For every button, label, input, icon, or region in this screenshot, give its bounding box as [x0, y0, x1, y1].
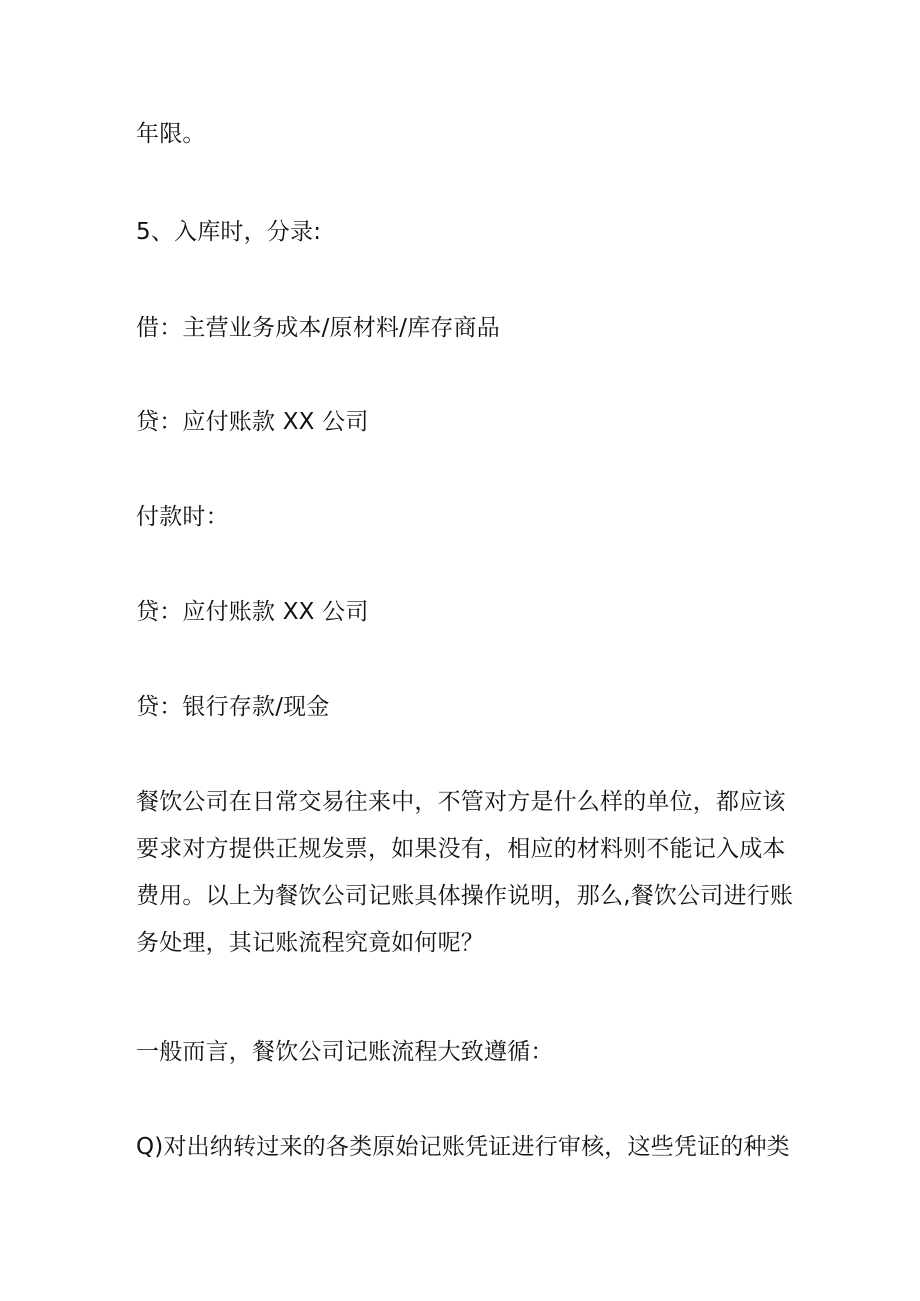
credit-entry: 贷：应付账款 XX 公司: [136, 599, 369, 625]
paragraph-line: 要求对方提供正规发票，如果没有，相应的材料则不能记入成本: [136, 836, 786, 862]
debit-entry: 借：主营业务成本/原材料/库存商品: [136, 315, 500, 341]
step-line: Q)对出纳转过来的各类原始记账凭证进行审核，这些凭证的种类: [136, 1134, 790, 1160]
credit-entry: 贷：银行存款/现金: [136, 694, 330, 720]
section-heading: 5、入库时，分录:: [136, 219, 322, 245]
credit-entry: 贷：应付账款 XX 公司: [136, 409, 369, 435]
paragraph-line: 费用。以上为餐饮公司记账具体操作说明，那么,餐饮公司进行账: [136, 883, 794, 909]
paragraph-line: 餐饮公司在日常交易往来中，不管对方是什么样的单位，都应该: [136, 789, 786, 815]
body-paragraph: [136, 790, 796, 978]
text-line: 年限。: [136, 121, 206, 147]
paragraph-line: 务处理，其记账流程究竟如何呢？: [136, 930, 484, 956]
payment-heading: 付款时：: [136, 504, 229, 530]
intro-line: 一般而言，餐饮公司记账流程大致遵循：: [136, 1039, 554, 1065]
